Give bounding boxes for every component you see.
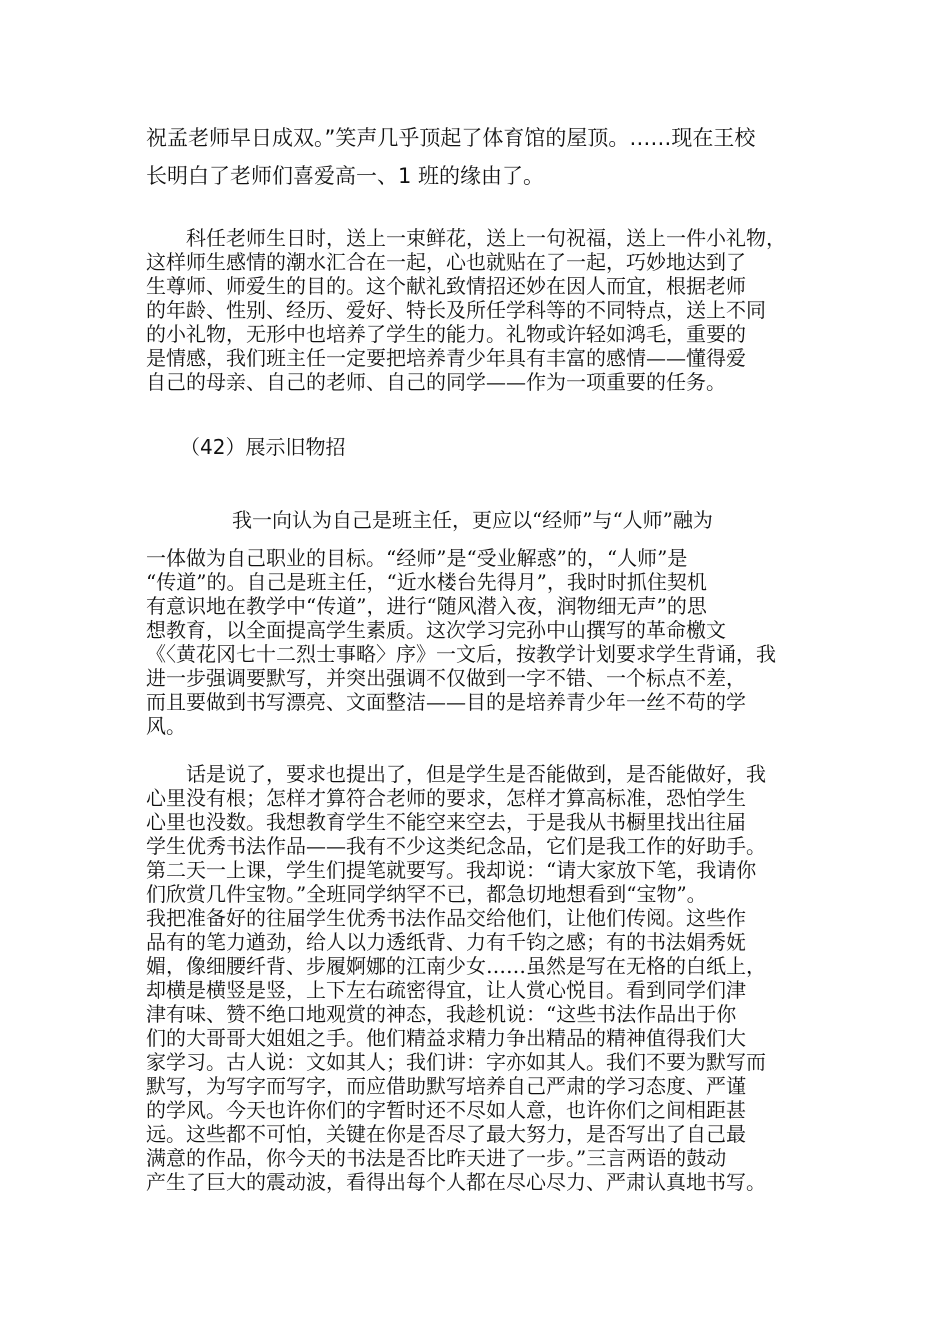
text-line: 是情感，我们班主任一定要把培养青少年具有丰富的感情——懂得爱 [146, 346, 746, 370]
text-line: 长明白了老师们喜爱高一、1 班的缘由了。 [146, 164, 545, 188]
text-line: 品有的笔力遒劲，给人以力透纸背、力有千钧之感；有的书法娟秀妩 [146, 930, 746, 954]
text-line: 心里也没数。我想教育学生不能空来空去，于是我从书橱里找出往届 [146, 810, 746, 834]
text-line: 而且要做到书写漂亮、文面整洁——目的是培养青少年一丝不苟的学 [146, 690, 746, 714]
text-line: “传道”的。自己是班主任，“近水楼台先得月”，我时时抓住契机 [146, 570, 707, 594]
text-line: 媚，像细腰纤背、步履婀娜的江南少女……虽然是写在无格的白纸上， [146, 954, 766, 978]
text-line: 远。这些都不可怕，关键在你是否尽了最大努力，是否写出了自己最 [146, 1122, 746, 1146]
text-line: 满意的作品，你今天的书法是否比昨天进了一步。”三言两语的鼓动 [146, 1146, 727, 1170]
section-heading: （42）展示旧物招 [180, 435, 346, 459]
text-line: 们欣赏几件宝物。”全班同学纳罕不已，都急切地想看到“宝物”。 [146, 882, 707, 906]
text-line: 《〈黄花冈七十二烈士事略〉序》一文后，按教学计划要求学生背诵，我 [146, 642, 776, 666]
text-line: 我把准备好的往届学生优秀书法作品交给他们，让他们传阅。这些作 [146, 906, 746, 930]
text-line: 的学风。今天也许你们的字暂时还不尽如人意，也许你们之间相距甚 [146, 1098, 746, 1122]
text-line: 默写，为写字而写字，而应借助默写培养自己严肃的学习态度、严谨 [146, 1074, 746, 1098]
text-line: 生尊师、师爱生的目的。这个献礼致情招还妙在因人而宜，根据老师 [146, 274, 746, 298]
text-line: 的小礼物，无形中也培养了学生的能力。礼物或许轻如鸿毛，重要的 [146, 322, 746, 346]
text-line: 自己的母亲、自己的老师、自己的同学——作为一项重要的任务。 [146, 370, 726, 394]
text-line: 心里没有根；怎样才算符合老师的要求，怎样才算高标准，恐怕学生 [146, 786, 746, 810]
text-line: 想教育，以全面提高学生素质。这次学习完孙中山撰写的革命檄文 [146, 618, 726, 642]
text-line: 却横是横竖是竖，上下左右疏密得宜，让人赏心悦目。看到同学们津 [146, 978, 746, 1002]
text-line: 有意识地在教学中“传道”，进行“随风潜入夜，润物细无声”的思 [146, 594, 707, 618]
text-line: 的年龄、性别、经历、爱好、特长及所任学科等的不同特点，送上不同 [146, 298, 766, 322]
text-line: 科任老师生日时，送上一束鲜花，送上一句祝福，送上一件小礼物， [146, 226, 786, 250]
text-line: 家学习。古人说：文如其人；我们讲：字亦如其人。我们不要为默写而 [146, 1050, 766, 1074]
text-line: 我一向认为自己是班主任，更应以“经师”与“人师”融为 [232, 508, 713, 532]
text-line: 一体做为自己职业的目标。“经师”是“受业解惑”的，“人师”是 [146, 546, 688, 570]
text-line: 第二天一上课，学生们提笔就要写。我却说：“请大家放下笔，我请你 [146, 858, 757, 882]
text-line: 这样师生感情的潮水汇合在一起，心也就贴在了一起，巧妙地达到了 [146, 250, 746, 274]
text-line: 津有味、赞不绝口地观赏的神态，我趁机说：“这些书法作品出于你 [146, 1002, 737, 1026]
text-line: 风。 [146, 714, 186, 738]
text-line: 进一步强调要默写，并突出强调不仅做到一字不错、一个标点不差， [146, 666, 746, 690]
text-line: 们的大哥哥大姐姐之手。他们精益求精力争出精品的精神值得我们大 [146, 1026, 746, 1050]
text-line: 祝孟老师早日成双。”笑声几乎顶起了体育馆的屋顶。……现在王校 [146, 126, 756, 150]
text-line: 学生优秀书法作品——我有不少这类纪念品，它们是我工作的好助手。 [146, 834, 766, 858]
text-line: 话是说了，要求也提出了，但是学生是否能做到，是否能做好，我 [146, 762, 766, 786]
text-line: 产生了巨大的震动波，看得出每个人都在尽心尽力、严肃认真地书写。 [146, 1170, 766, 1194]
